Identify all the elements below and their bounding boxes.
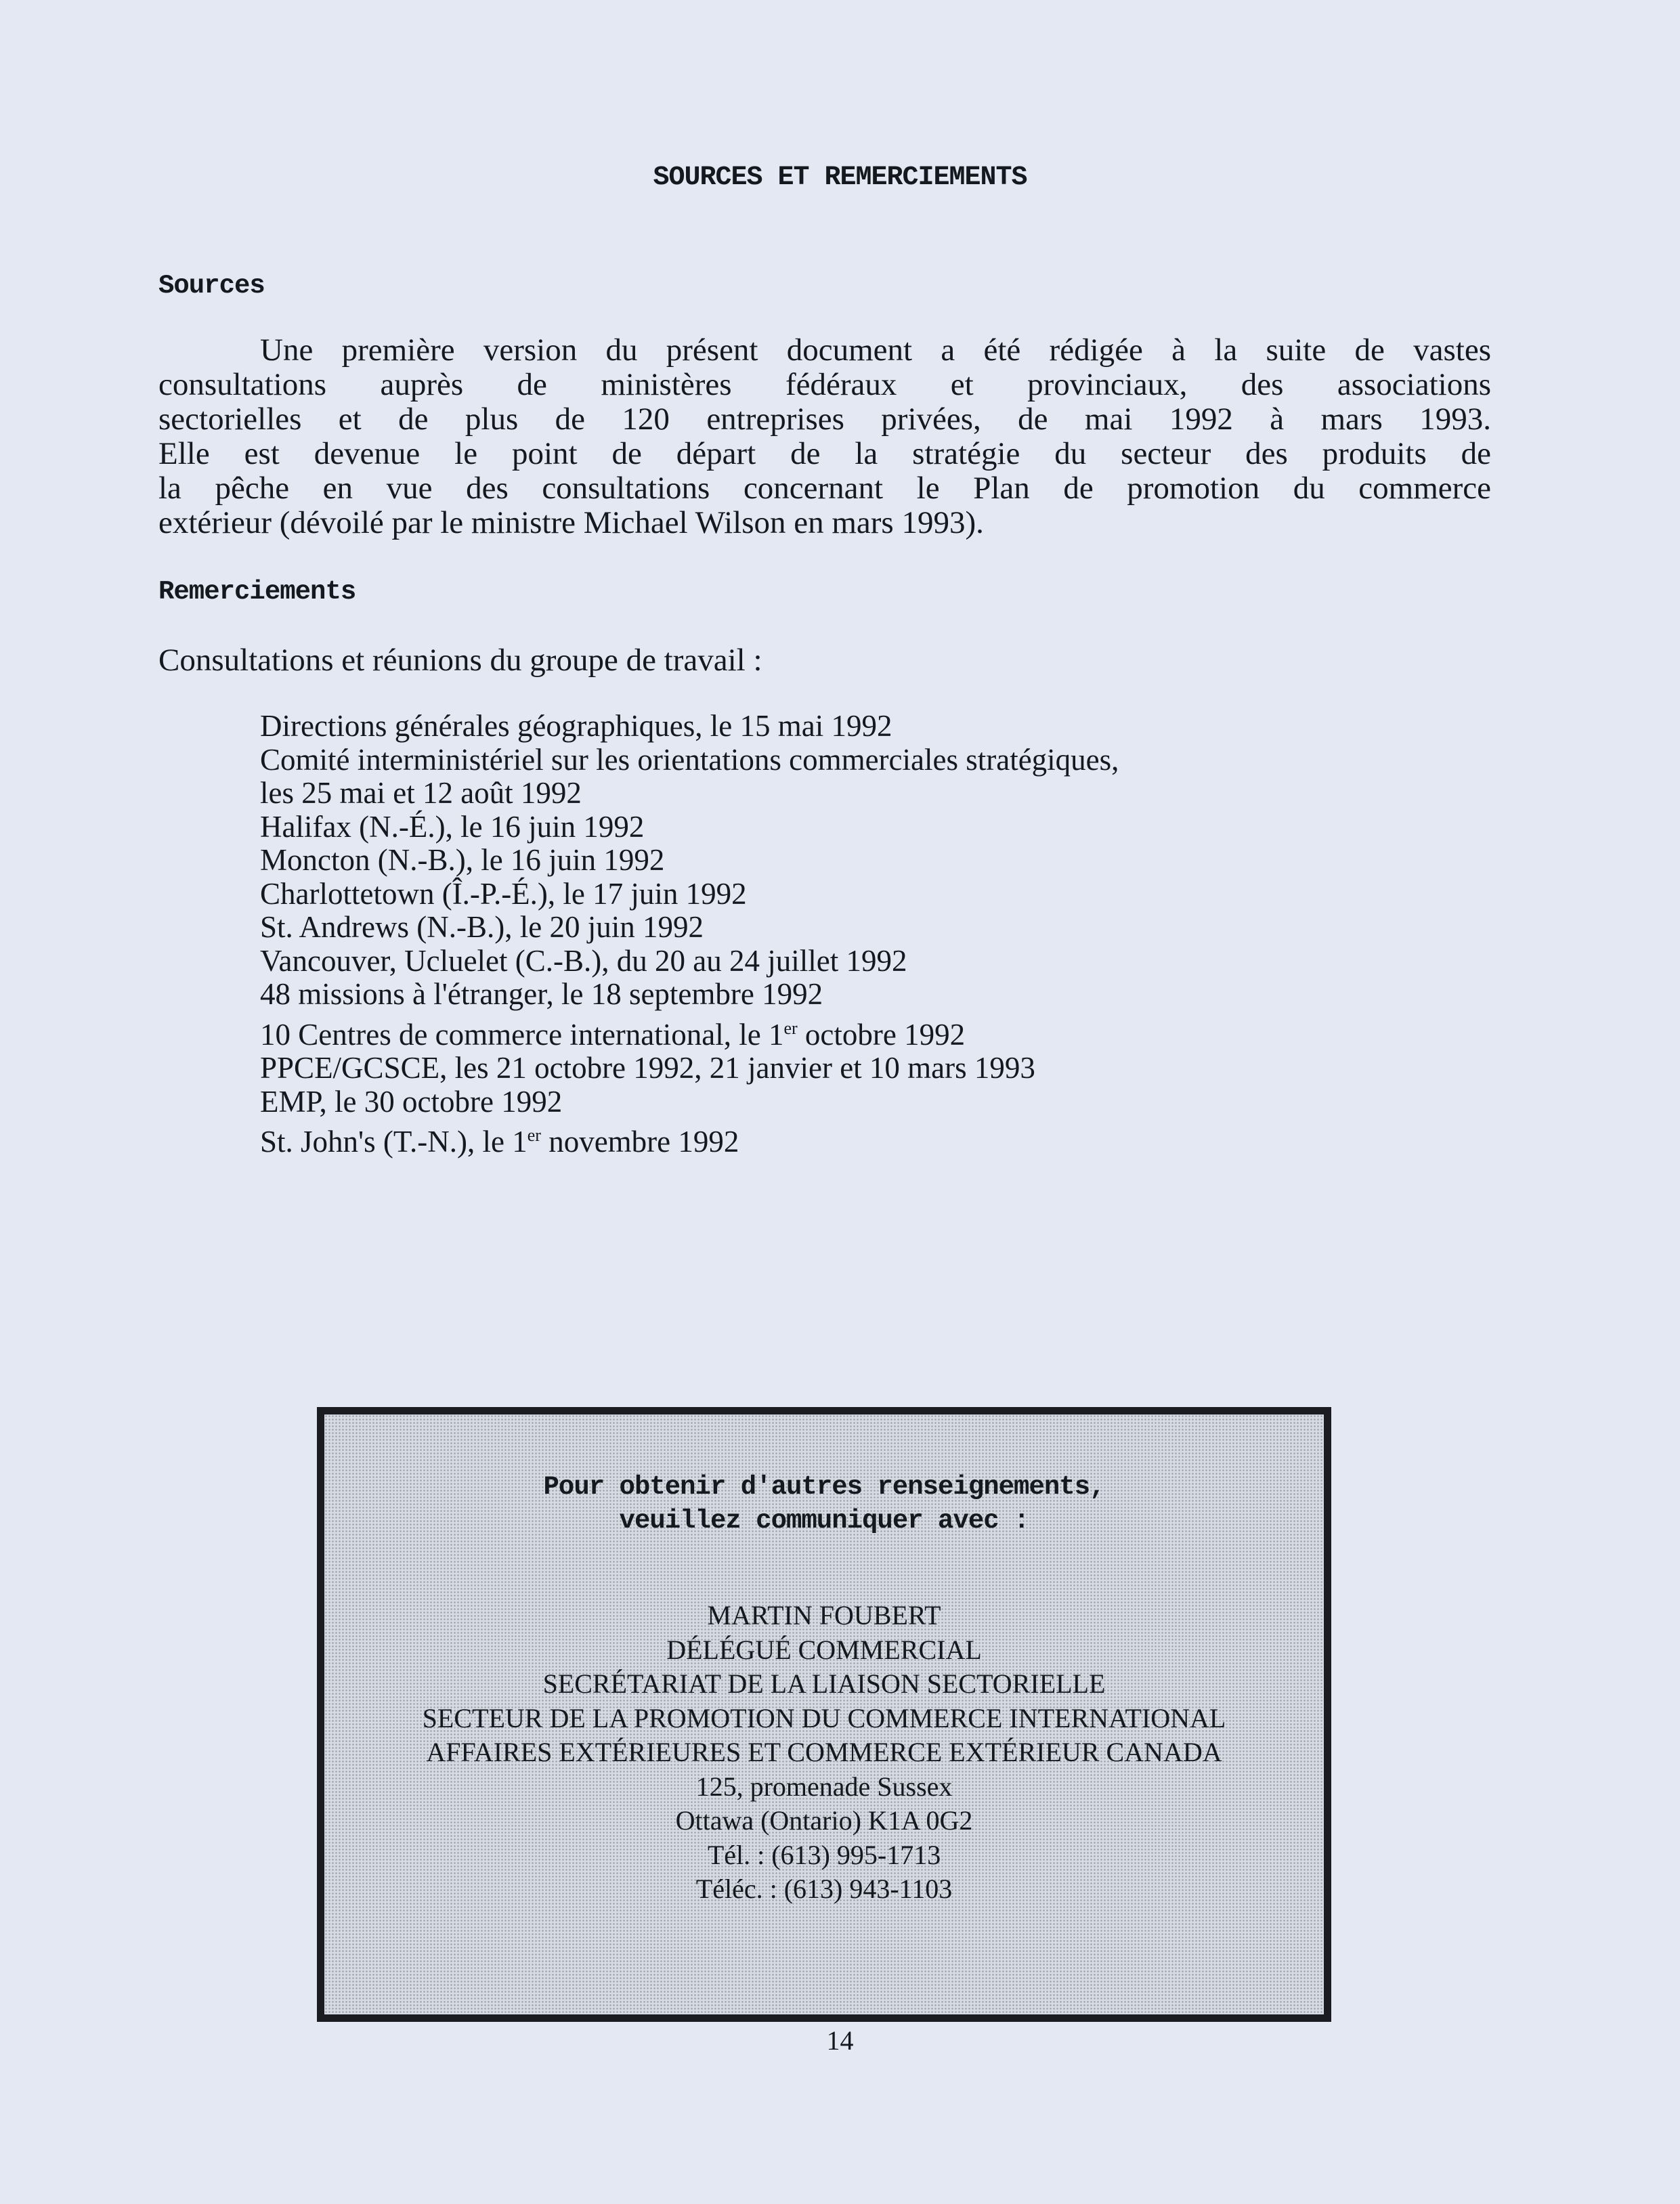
contact-prompt-line: Pour obtenir d'autres renseignements, bbox=[543, 1472, 1105, 1502]
meeting-item: 48 missions à l'étranger, le 18 septembre 1992 bbox=[260, 977, 823, 1011]
meeting-item: Directions générales géographiques, le 15 mai 1992 bbox=[260, 709, 892, 743]
paragraph-line: la pêche en vue des consultations concernant le Plan de promotion du commerce bbox=[158, 471, 1491, 506]
acknowledgements-title: Remerciements bbox=[158, 577, 356, 607]
contact-prompt-line: veuillez communiquer avec : bbox=[619, 1506, 1029, 1536]
paragraph-line: Une première version du présent document a été rédigée à la suite de vastes bbox=[260, 332, 1491, 368]
meeting-item: PPCE/GCSCE, les 21 octobre 1992, 21 janvier et 10 mars 1993 bbox=[260, 1051, 1035, 1085]
contact-line: AFFAIRES EXTÉRIEURES ET COMMERCE EXTÉRIEUR CANADA bbox=[426, 1737, 1222, 1767]
paragraph-line: extérieur (dévoilé par le ministre Michael Wilson en mars 1993). bbox=[158, 505, 984, 540]
contact-line: Ottawa (Ontario) K1A 0G2 bbox=[675, 1805, 973, 1836]
meeting-item: EMP, le 30 octobre 1992 bbox=[260, 1084, 563, 1119]
contact-address bbox=[324, 1599, 1324, 1907]
paragraph-line: Elle est devenue le point de départ de la stratégie du secteur des produits de bbox=[158, 436, 1491, 471]
meeting-item: Halifax (N.-É.), le 16 juin 1992 bbox=[260, 809, 645, 844]
meeting-item: Moncton (N.-B.), le 16 juin 1992 bbox=[260, 843, 665, 877]
meeting-item: 10 Centres de commerce international, le 1er octobre 1992 bbox=[260, 1017, 966, 1052]
contact-prompt bbox=[324, 1470, 1324, 1538]
contact-title: DÉLÉGUÉ COMMERCIAL bbox=[666, 1634, 982, 1665]
page-number: 14 bbox=[826, 2025, 854, 2056]
meeting-item: les 25 mai et 12 août 1992 bbox=[260, 776, 582, 810]
contact-line: SECTEUR DE LA PROMOTION DU COMMERCE INTERNATIONAL bbox=[422, 1702, 1226, 1733]
contact-line: 125, promenade Sussex bbox=[695, 1771, 953, 1802]
meeting-item: St. Andrews (N.-B.), le 20 juin 1992 bbox=[260, 910, 704, 944]
sources-paragraph bbox=[158, 333, 1491, 540]
meeting-item: Vancouver, Ucluelet (C.-B.), du 20 au 24 juillet 1992 bbox=[260, 943, 907, 978]
meeting-item: St. John's (T.-N.), le 1er novembre 1992 bbox=[260, 1125, 739, 1159]
sources-title: Sources bbox=[158, 271, 265, 301]
meetings-list bbox=[260, 710, 1492, 1159]
meeting-item: Comité interministériel sur les orientations commerciales stratégiques, bbox=[260, 742, 1119, 777]
meeting-item: Charlottetown (Î.-P.-É.), le 17 juin 1992 bbox=[260, 876, 747, 911]
contact-fax: Téléc. : (613) 943-1103 bbox=[695, 1874, 953, 1904]
contact-line: SECRÉTARIAT DE LA LIAISON SECTORIELLE bbox=[542, 1668, 1106, 1699]
meetings-intro: Consultations et réunions du groupe de travail : bbox=[158, 643, 762, 678]
paragraph-line: sectorielles et de plus de 120 entreprises privées, de mai 1992 à mars 1993. bbox=[158, 402, 1491, 437]
paragraph-line: consultations auprès de ministères fédéraux et provinciaux, des associations bbox=[158, 367, 1491, 402]
page-heading: SOURCES ET REMERCIEMENTS bbox=[653, 163, 1027, 193]
contact-box bbox=[317, 1407, 1331, 2022]
contact-name: MARTIN FOUBERT bbox=[707, 1600, 941, 1630]
contact-phone: Tél. : (613) 995-1713 bbox=[707, 1839, 941, 1870]
